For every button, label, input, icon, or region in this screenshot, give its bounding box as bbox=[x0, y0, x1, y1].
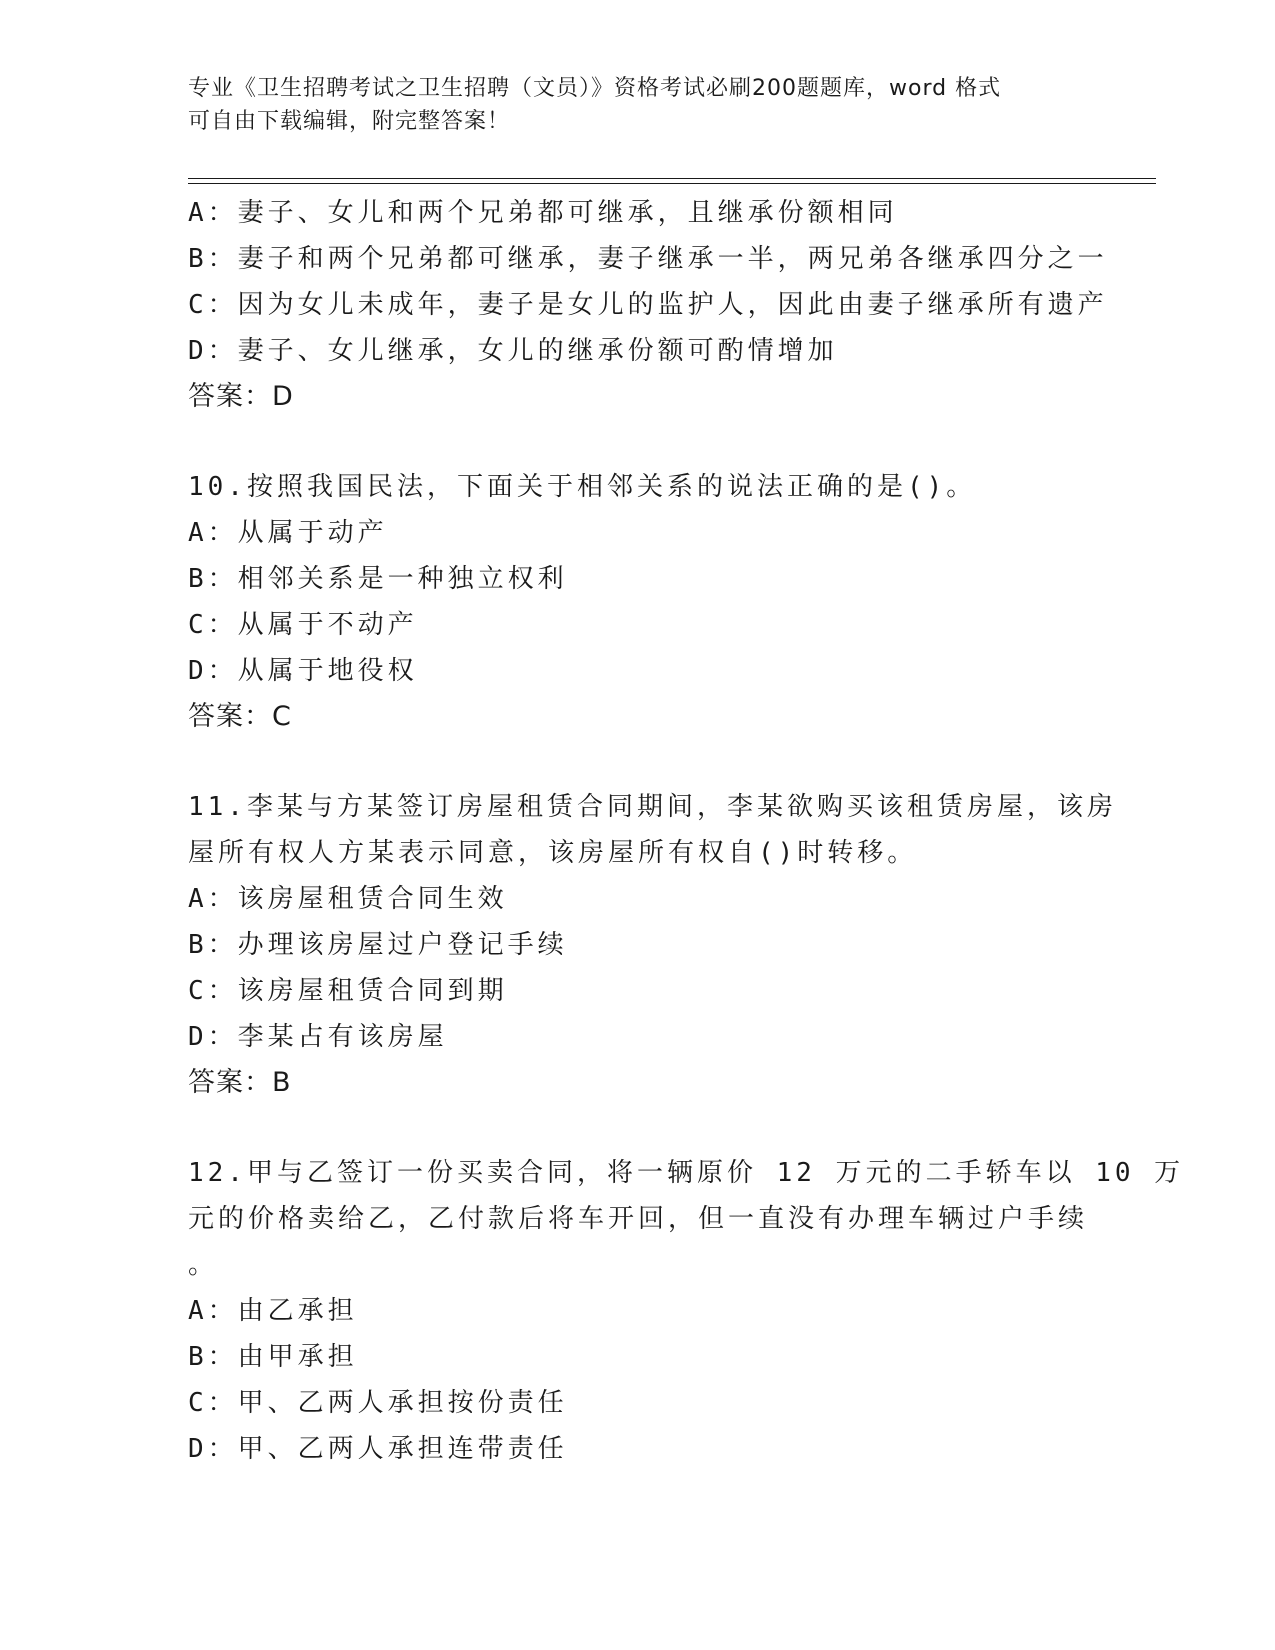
header-line-2: 可自由下载编辑，附完整答案！ bbox=[188, 109, 511, 134]
question-stem-continued: 屋所有权人方某表示同意，该房屋所有权自()时转移。 bbox=[188, 838, 918, 868]
spacer bbox=[188, 740, 1088, 784]
question-11 bbox=[188, 784, 1117, 1106]
option-a: A：由乙承担 bbox=[188, 1296, 358, 1326]
answer-line: 答案：C bbox=[188, 701, 292, 732]
question-12 bbox=[188, 1150, 1185, 1472]
header-line-1: 专业《卫生招聘考试之卫生招聘（文员）》资格考试必刷200题题库，word 格式 bbox=[188, 76, 1002, 101]
question-9-continued bbox=[188, 190, 1108, 420]
header-rule-bottom bbox=[188, 183, 1156, 184]
option-a: A：该房屋租赁合同生效 bbox=[188, 884, 508, 914]
document-header bbox=[188, 72, 1068, 138]
question-stem: 11.李某与方某签订房屋租赁合同期间，李某欲购买该租赁房屋，该房 bbox=[188, 792, 1117, 822]
option-c: C：因为女儿未成年，妻子是女儿的监护人，因此由妻子继承所有遗产 bbox=[188, 290, 1108, 320]
answer-line: 答案：D bbox=[188, 381, 294, 412]
option-c: C：甲、乙两人承担按份责任 bbox=[188, 1388, 568, 1418]
option-d: D：李某占有该房屋 bbox=[188, 1022, 448, 1052]
option-d: D：妻子、女儿继承，女儿的继承份额可酌情增加 bbox=[188, 336, 838, 366]
option-b: B：办理该房屋过户登记手续 bbox=[188, 930, 568, 960]
question-stem: 10.按照我国民法，下面关于相邻关系的说法正确的是()。 bbox=[188, 472, 977, 502]
spacer bbox=[188, 1106, 1088, 1150]
option-d: D：甲、乙两人承担连带责任 bbox=[188, 1434, 568, 1464]
header-rule-top bbox=[188, 178, 1156, 179]
spacer bbox=[188, 420, 1088, 464]
option-d: D：从属于地役权 bbox=[188, 656, 418, 686]
answer-line: 答案：B bbox=[188, 1067, 292, 1098]
option-b: B：相邻关系是一种独立权利 bbox=[188, 564, 568, 594]
option-a: A：妻子、女儿和两个兄弟都可继承，且继承份额相同 bbox=[188, 198, 898, 228]
question-stem-continued: 元的价格卖给乙，乙付款后将车开回，但一直没有办理车辆过户手续 bbox=[188, 1204, 1089, 1234]
option-b: B：妻子和两个兄弟都可继承，妻子继承一半，两兄弟各继承四分之一 bbox=[188, 244, 1108, 274]
question-stem-end: 。 bbox=[188, 1250, 215, 1280]
question-10 bbox=[188, 464, 1088, 740]
option-a: A：从属于动产 bbox=[188, 518, 388, 548]
option-b: B：由甲承担 bbox=[188, 1342, 358, 1372]
question-list bbox=[188, 190, 1185, 1472]
option-c: C：从属于不动产 bbox=[188, 610, 418, 640]
option-c: C：该房屋租赁合同到期 bbox=[188, 976, 508, 1006]
question-stem: 12.甲与乙签订一份买卖合同，将一辆原价 12 万元的二手轿车以 10 万 bbox=[188, 1158, 1185, 1188]
